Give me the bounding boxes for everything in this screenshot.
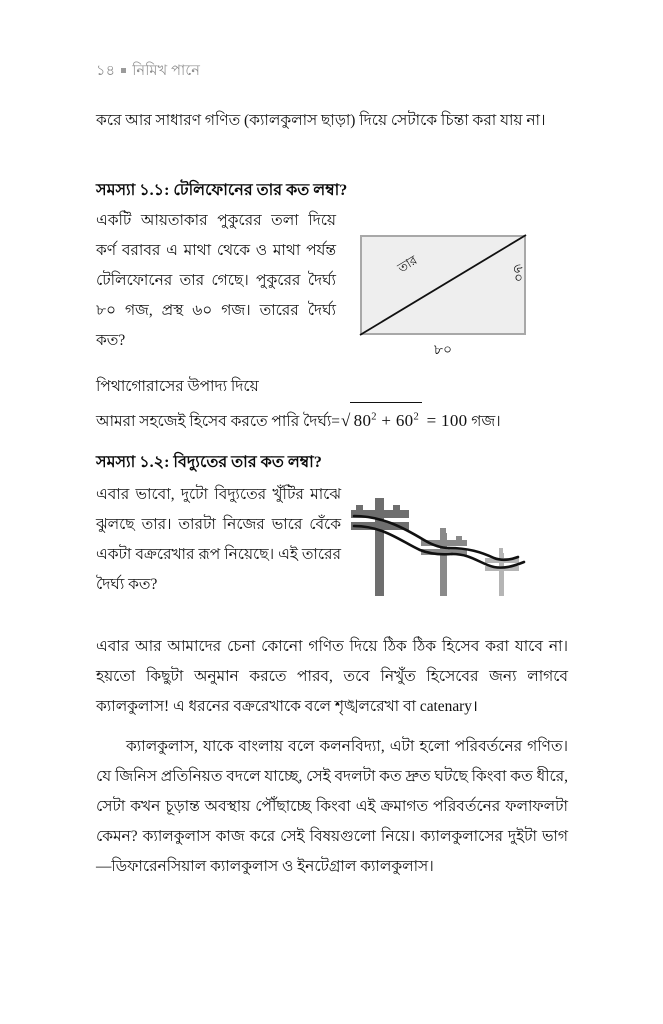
utility-pole-2 [421, 528, 467, 596]
figure-label-height: ৬০ [510, 264, 525, 283]
header-bullet-icon [121, 68, 126, 73]
page-folio-number: ১৪ [96, 63, 116, 79]
figure-utility-poles [348, 480, 568, 600]
figure-pond-rectangle [352, 228, 557, 360]
problem-1-2-body [96, 480, 341, 600]
paragraph-text: এবার ভাবো, দুটো বিদ্যুতের খুঁটির মাঝে ঝুলছে তার। তারটা নিজের ভারে বেঁকে একটা বক্ররেখার রূপ নিয়েছে। এই তারের দৈর্ঘ্য কত? [96, 486, 341, 594]
formula-suffix-text: গজ। [471, 413, 501, 430]
running-header-title: নিমিখ পানে [132, 63, 201, 79]
paragraph-text: করে আর সাধারণ গণিত (ক্যালকুলাস ছাড়া) দিয়ে সেটাকে চিন্তা করা যায় না। [96, 112, 546, 129]
radicand-term-a-exponent: 2 [371, 411, 377, 423]
equals-operator: = [426, 411, 437, 430]
paragraph-text: এবার আর আমাদের চেনা কোনো গণিত দিয়ে ঠিক ঠিক হিসেব করা যাবে না। হয়তো কিছুটা অনুমান করতে পারব, তবে নিখুঁত হিসেবের জন্য লাগবে ক্যালকুলাস! এ ধরনের বক্ররেখাকে বলে শৃঙ্খলরেখা বা catenary। [96, 638, 568, 716]
plus-operator: + [381, 411, 392, 430]
utility-pole-1 [351, 498, 409, 596]
paragraph-text: ক্যালকুলাস, যাকে বাংলায় বলে কলনবিদ্যা, এটা হলো পরিবর্তনের গণিত। যে জিনিস প্রতিনিয়ত বদলে যাচ্ছে, সেই বদলটা কত দ্রুত ঘটছে কিংবা কত ধীরে, সেটা কখন চূড়ান্ত অবস্থায় পৌঁছাচ্ছে কিংবা এই ক্রমাগত পরিবর্তনের ফলাফলটা কেমন? ক্যালকুলাস কাজ করে সেই বিষয়গুলো নিয়ে। ক্যালকুলাসের দুইটা ভাগ—ডিফারেনসিয়াল ক্যালকুলাস ও ইনটেগ্রাল ক্যালকুলাস। [96, 738, 568, 876]
problem-heading-1-2: সমস্যা ১.২: বিদ্যুতের তার কত লম্বা? [96, 454, 322, 471]
radicand [350, 402, 422, 437]
formula-result: 100 [441, 411, 468, 430]
utility-poles-illustration-icon [348, 480, 568, 600]
figure-label-diagonal: তার [395, 253, 420, 276]
running-header [96, 60, 200, 84]
radicand-term-b: 60 [395, 411, 414, 430]
figure-label-width: ৮০ [433, 343, 453, 358]
pond-diagonal-line-icon [360, 235, 526, 335]
problem-1-1-body [96, 206, 336, 356]
formula-prefix-text: আমরা সহজেই হিসেব করতে পারি দৈর্ঘ্য= [96, 413, 340, 430]
radical-sign-icon: √ [341, 411, 351, 430]
paragraph-calculus [96, 732, 568, 882]
paragraph-text: একটি আয়তাকার পুকুরের তলা দিয়ে কর্ণ বরাবর এ মাথা থেকে ও মাথা পর্যন্ত টেলিফোনের তার গেছে। পুকুরের দৈর্ঘ্য ৮০ গজ, প্রস্থ ৬০ গজ। তারের দৈর্ঘ্য কত? [96, 212, 336, 350]
problem-heading-1-1: সমস্যা ১.১: টেলিফোনের তার কত লম্বা? [96, 182, 348, 199]
solution-line-1 [96, 372, 568, 402]
paragraph-opening [96, 106, 568, 136]
radicand-term-a: 80 [353, 411, 372, 430]
paragraph-catenary [96, 632, 568, 722]
paragraph-text: পিথাগোরাসের উপাদ্য দিয়ে [96, 378, 259, 395]
radicand-term-b-exponent: 2 [413, 411, 419, 423]
solution-line-2-with-formula [96, 402, 568, 437]
square-root-expression [340, 402, 422, 437]
